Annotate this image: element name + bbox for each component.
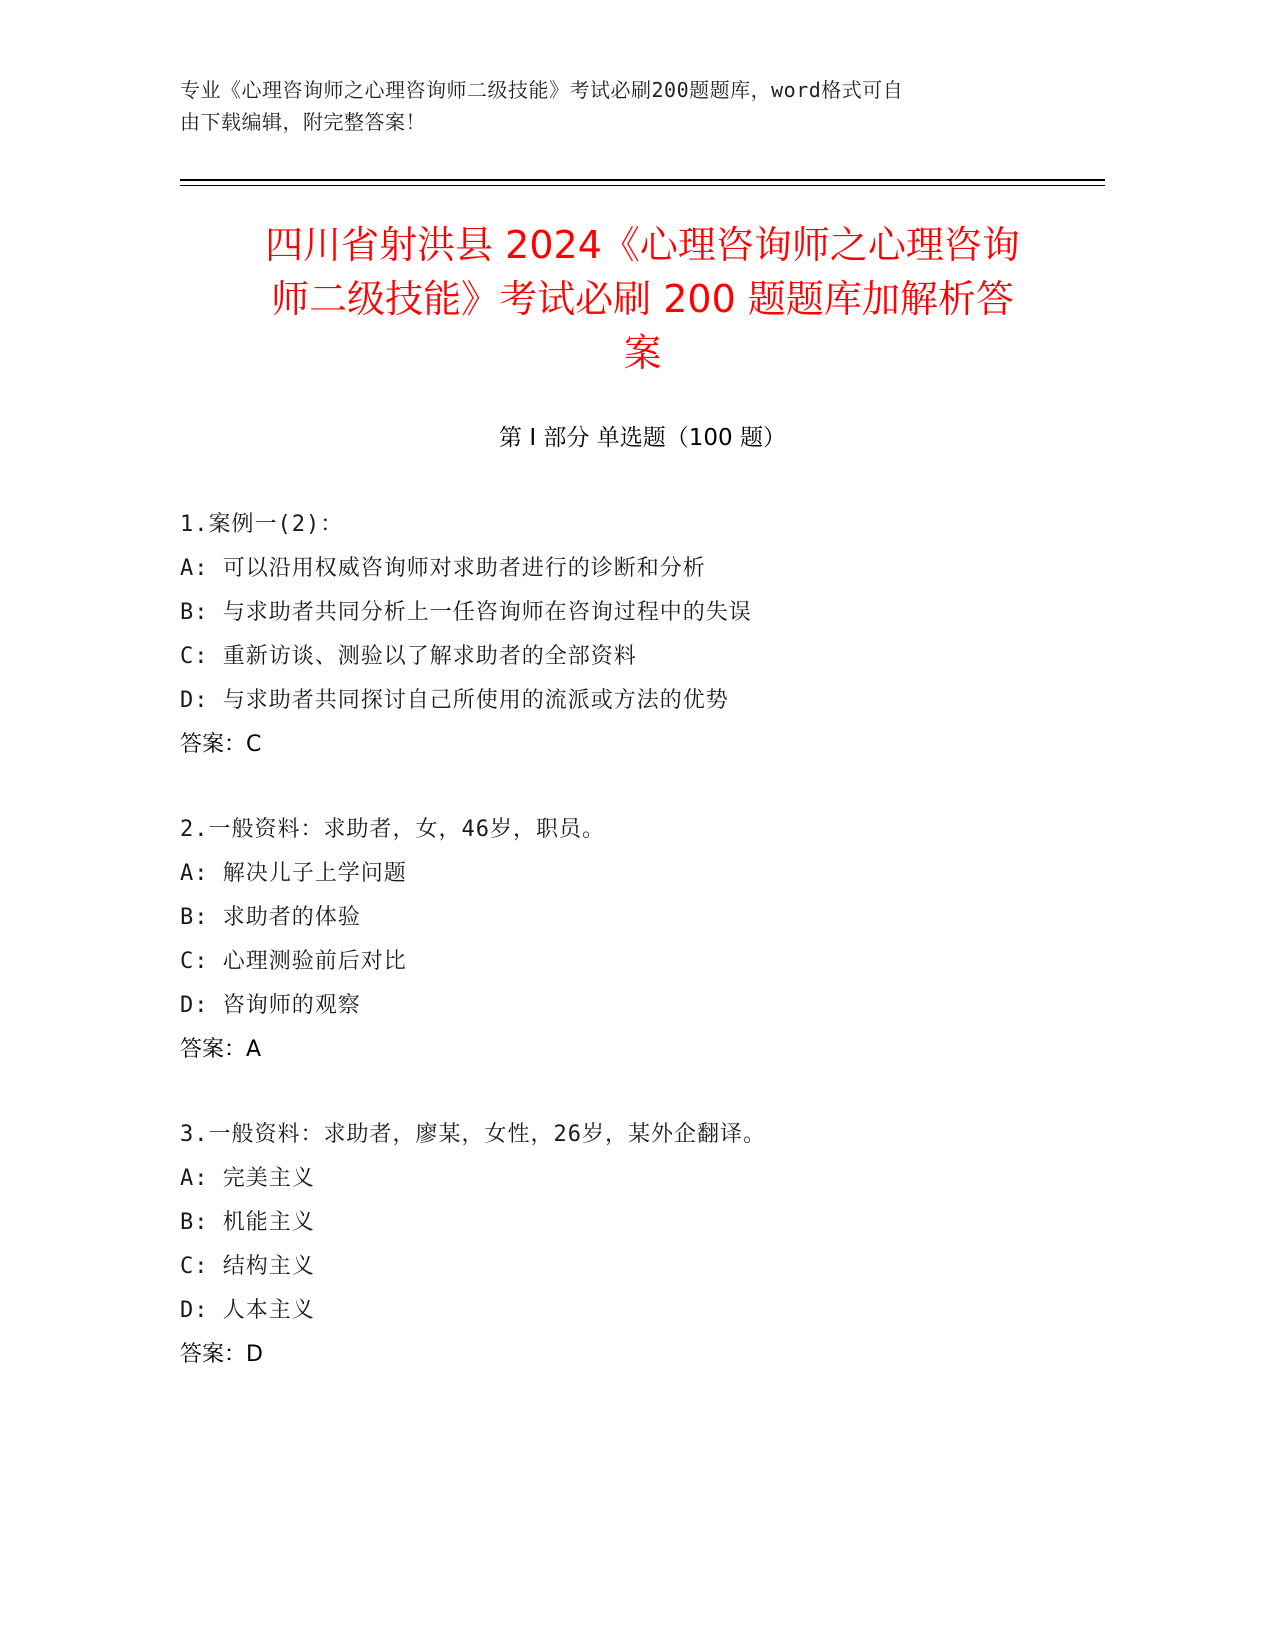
title-line: 师二级技能》考试必刷 200 题题库加解析答 bbox=[271, 277, 1014, 321]
answer-key: 答案：D bbox=[180, 1342, 263, 1367]
option-d: D: 咨询师的观察 bbox=[180, 993, 361, 1018]
question-item bbox=[180, 1113, 1105, 1377]
option-c: C: 重新访谈、测验以了解求助者的全部资料 bbox=[180, 644, 637, 669]
option-c: C: 结构主义 bbox=[180, 1254, 315, 1279]
section-title: 第 I 部分 单选题（100 题） bbox=[499, 425, 786, 451]
header-note bbox=[180, 74, 1060, 138]
document-title bbox=[180, 218, 1105, 380]
question-stem: 2.一般资料：求助者，女，46岁，职员。 bbox=[180, 817, 605, 842]
header-note-line: 专业《心理咨询师之心理咨询师二级技能》考试必刷200题题库，word格式可自 bbox=[180, 78, 904, 102]
question-item bbox=[180, 808, 1105, 1072]
option-d: D: 与求助者共同探讨自己所使用的流派或方法的优势 bbox=[180, 688, 729, 713]
header-note-line: 由下载编辑，附完整答案！ bbox=[180, 110, 426, 134]
title-line: 案 bbox=[623, 331, 662, 375]
header-divider-thick bbox=[180, 179, 1105, 181]
option-d: D: 人本主义 bbox=[180, 1298, 315, 1323]
question-stem: 1.案例一(2)： bbox=[180, 512, 344, 537]
answer-key: 答案：A bbox=[180, 1037, 262, 1062]
option-c: C: 心理测验前后对比 bbox=[180, 949, 407, 974]
option-a: A: 解决儿子上学问题 bbox=[180, 861, 407, 886]
option-b: B: 机能主义 bbox=[180, 1210, 315, 1235]
option-b: B: 与求助者共同分析上一任咨询师在咨询过程中的失误 bbox=[180, 600, 752, 625]
answer-key: 答案：C bbox=[180, 732, 262, 757]
option-a: A: 完美主义 bbox=[180, 1166, 315, 1191]
option-b: B: 求助者的体验 bbox=[180, 905, 361, 930]
question-item bbox=[180, 503, 1105, 767]
title-line: 四川省射洪县 2024《心理咨询师之心理咨询 bbox=[265, 223, 1020, 267]
question-stem: 3.一般资料：求助者，廖某，女性，26岁，某外企翻译。 bbox=[180, 1122, 766, 1147]
header-divider-thin bbox=[180, 185, 1105, 186]
option-a: A: 可以沿用权威咨询师对求助者进行的诊断和分析 bbox=[180, 556, 706, 581]
